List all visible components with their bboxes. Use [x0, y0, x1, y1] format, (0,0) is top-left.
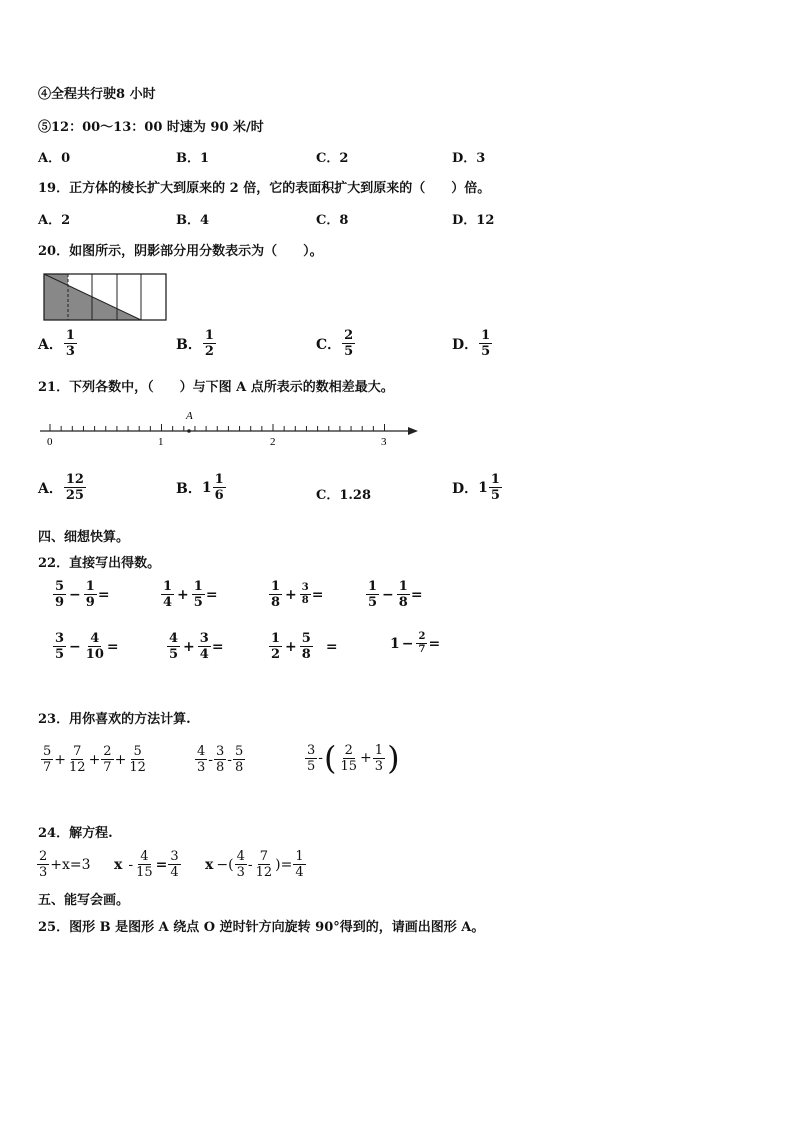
- section-5-heading: 五、能写会画。: [38, 893, 130, 908]
- q19-option-b: B．4: [176, 213, 210, 228]
- q19-stem: 19．正方体的棱长扩大到原来的 2 倍，它的表面积扩大到原来的（ ）倍。: [38, 181, 491, 196]
- q21-option-a: A． $\frac{12}{25}$: [38, 472, 84, 503]
- q19-option-d: D．12: [452, 213, 495, 228]
- q20-option-d: D． $\frac{1}{5}$: [452, 328, 491, 359]
- q18-item-4: ④全程共行驶8 小时: [38, 87, 156, 102]
- q18-item-5: ⑤12：00～13：00 时速为 90 米/时: [38, 120, 264, 135]
- q24-equation-3: x −( $\frac{4}{3}$ - $\frac{7}{12}$ )= $\frac{1}{4}$: [205, 849, 304, 880]
- q22-expr-8: 1 − $\frac{2}{7}$ =: [390, 631, 441, 655]
- q22-expr-5: $\frac{3}{5}$ − $\frac{4}{10}$ =: [55, 631, 119, 662]
- q21-option-b: B． 1 $\frac{1}{6}$: [176, 472, 224, 503]
- q21-option-c: C．1.28: [316, 488, 372, 503]
- q19-option-a: A．2: [38, 213, 71, 228]
- q23-stem: 23．用你喜欢的方法计算.: [38, 712, 191, 727]
- q20-option-a: A． $\frac{1}{3}$: [38, 328, 75, 359]
- q22-expr-2: $\frac{1}{4}$ + $\frac{1}{5}$ =: [163, 579, 218, 610]
- q22-stem: 22．直接写出得数。: [38, 556, 161, 571]
- q23-expr-1: $\frac{5}{7}$ + $\frac{7}{12}$ + $\frac{2}{7}$ + $\frac{5}{12}$: [43, 744, 146, 775]
- q24-equation-2: x - $\frac{4}{15}$ = $\frac{3}{4}$: [114, 849, 179, 880]
- q23-expr-3: $\frac{3}{5}$ - ( $\frac{2}{15}$ + $\frac{1}{3}$ ): [307, 739, 400, 777]
- q25-stem: 25．图形 B 是图形 A 绕点 O 逆时针方向旋转 90°得到的，请画出图形 A。: [38, 920, 485, 935]
- q20-option-c: C． $\frac{2}{5}$: [316, 328, 354, 359]
- q23-expr-2: $\frac{4}{3}$ - $\frac{3}{8}$ - $\frac{5}{8}$: [197, 744, 244, 775]
- q24-equation-1: $\frac{2}{3}$ +x=3: [39, 849, 91, 880]
- q20-option-b: B． $\frac{1}{2}$: [176, 328, 214, 359]
- q21-number-line: [36, 405, 424, 447]
- tick-label-3: 3: [381, 436, 387, 447]
- q20-stem: 20．如图所示，阴影部分用分数表示为（ ）。: [38, 244, 323, 259]
- q18-option-a: A．0: [38, 151, 71, 166]
- q21-stem: 21．下列各数中，（ ）与下图 A 点所表示的数相差最大。: [38, 380, 394, 395]
- q22-expr-1: $\frac{5}{9}$ − $\frac{1}{9}$ =: [55, 579, 110, 610]
- q18-option-d: D．3: [452, 151, 486, 166]
- point-a-label: A: [186, 410, 193, 422]
- q18-option-b: B．1: [176, 151, 210, 166]
- point-a-dot: [187, 429, 191, 433]
- q18-option-c: C．2: [316, 151, 349, 166]
- tick-label-1: 1: [158, 436, 164, 447]
- section-4-heading: 四、细想快算。: [38, 530, 130, 545]
- q19-option-c: C．8: [316, 213, 349, 228]
- q22-expr-3: $\frac{1}{8}$ + $\frac{3}{8}$ =: [271, 579, 324, 610]
- q22-expr-6: $\frac{4}{5}$ + $\frac{3}{4}$ =: [169, 631, 224, 662]
- q24-stem: 24．解方程.: [38, 826, 113, 841]
- q22-expr-4: $\frac{1}{5}$ − $\frac{1}{8}$ =: [368, 579, 423, 610]
- q20-shaded-figure: [43, 273, 169, 321]
- q21-option-d: D． 1 $\frac{1}{5}$: [452, 472, 500, 503]
- tick-label-2: 2: [270, 436, 276, 447]
- tick-label-0: 0: [47, 436, 53, 447]
- q22-expr-7: $\frac{1}{2}$ + $\frac{5}{8}$ =: [271, 631, 338, 662]
